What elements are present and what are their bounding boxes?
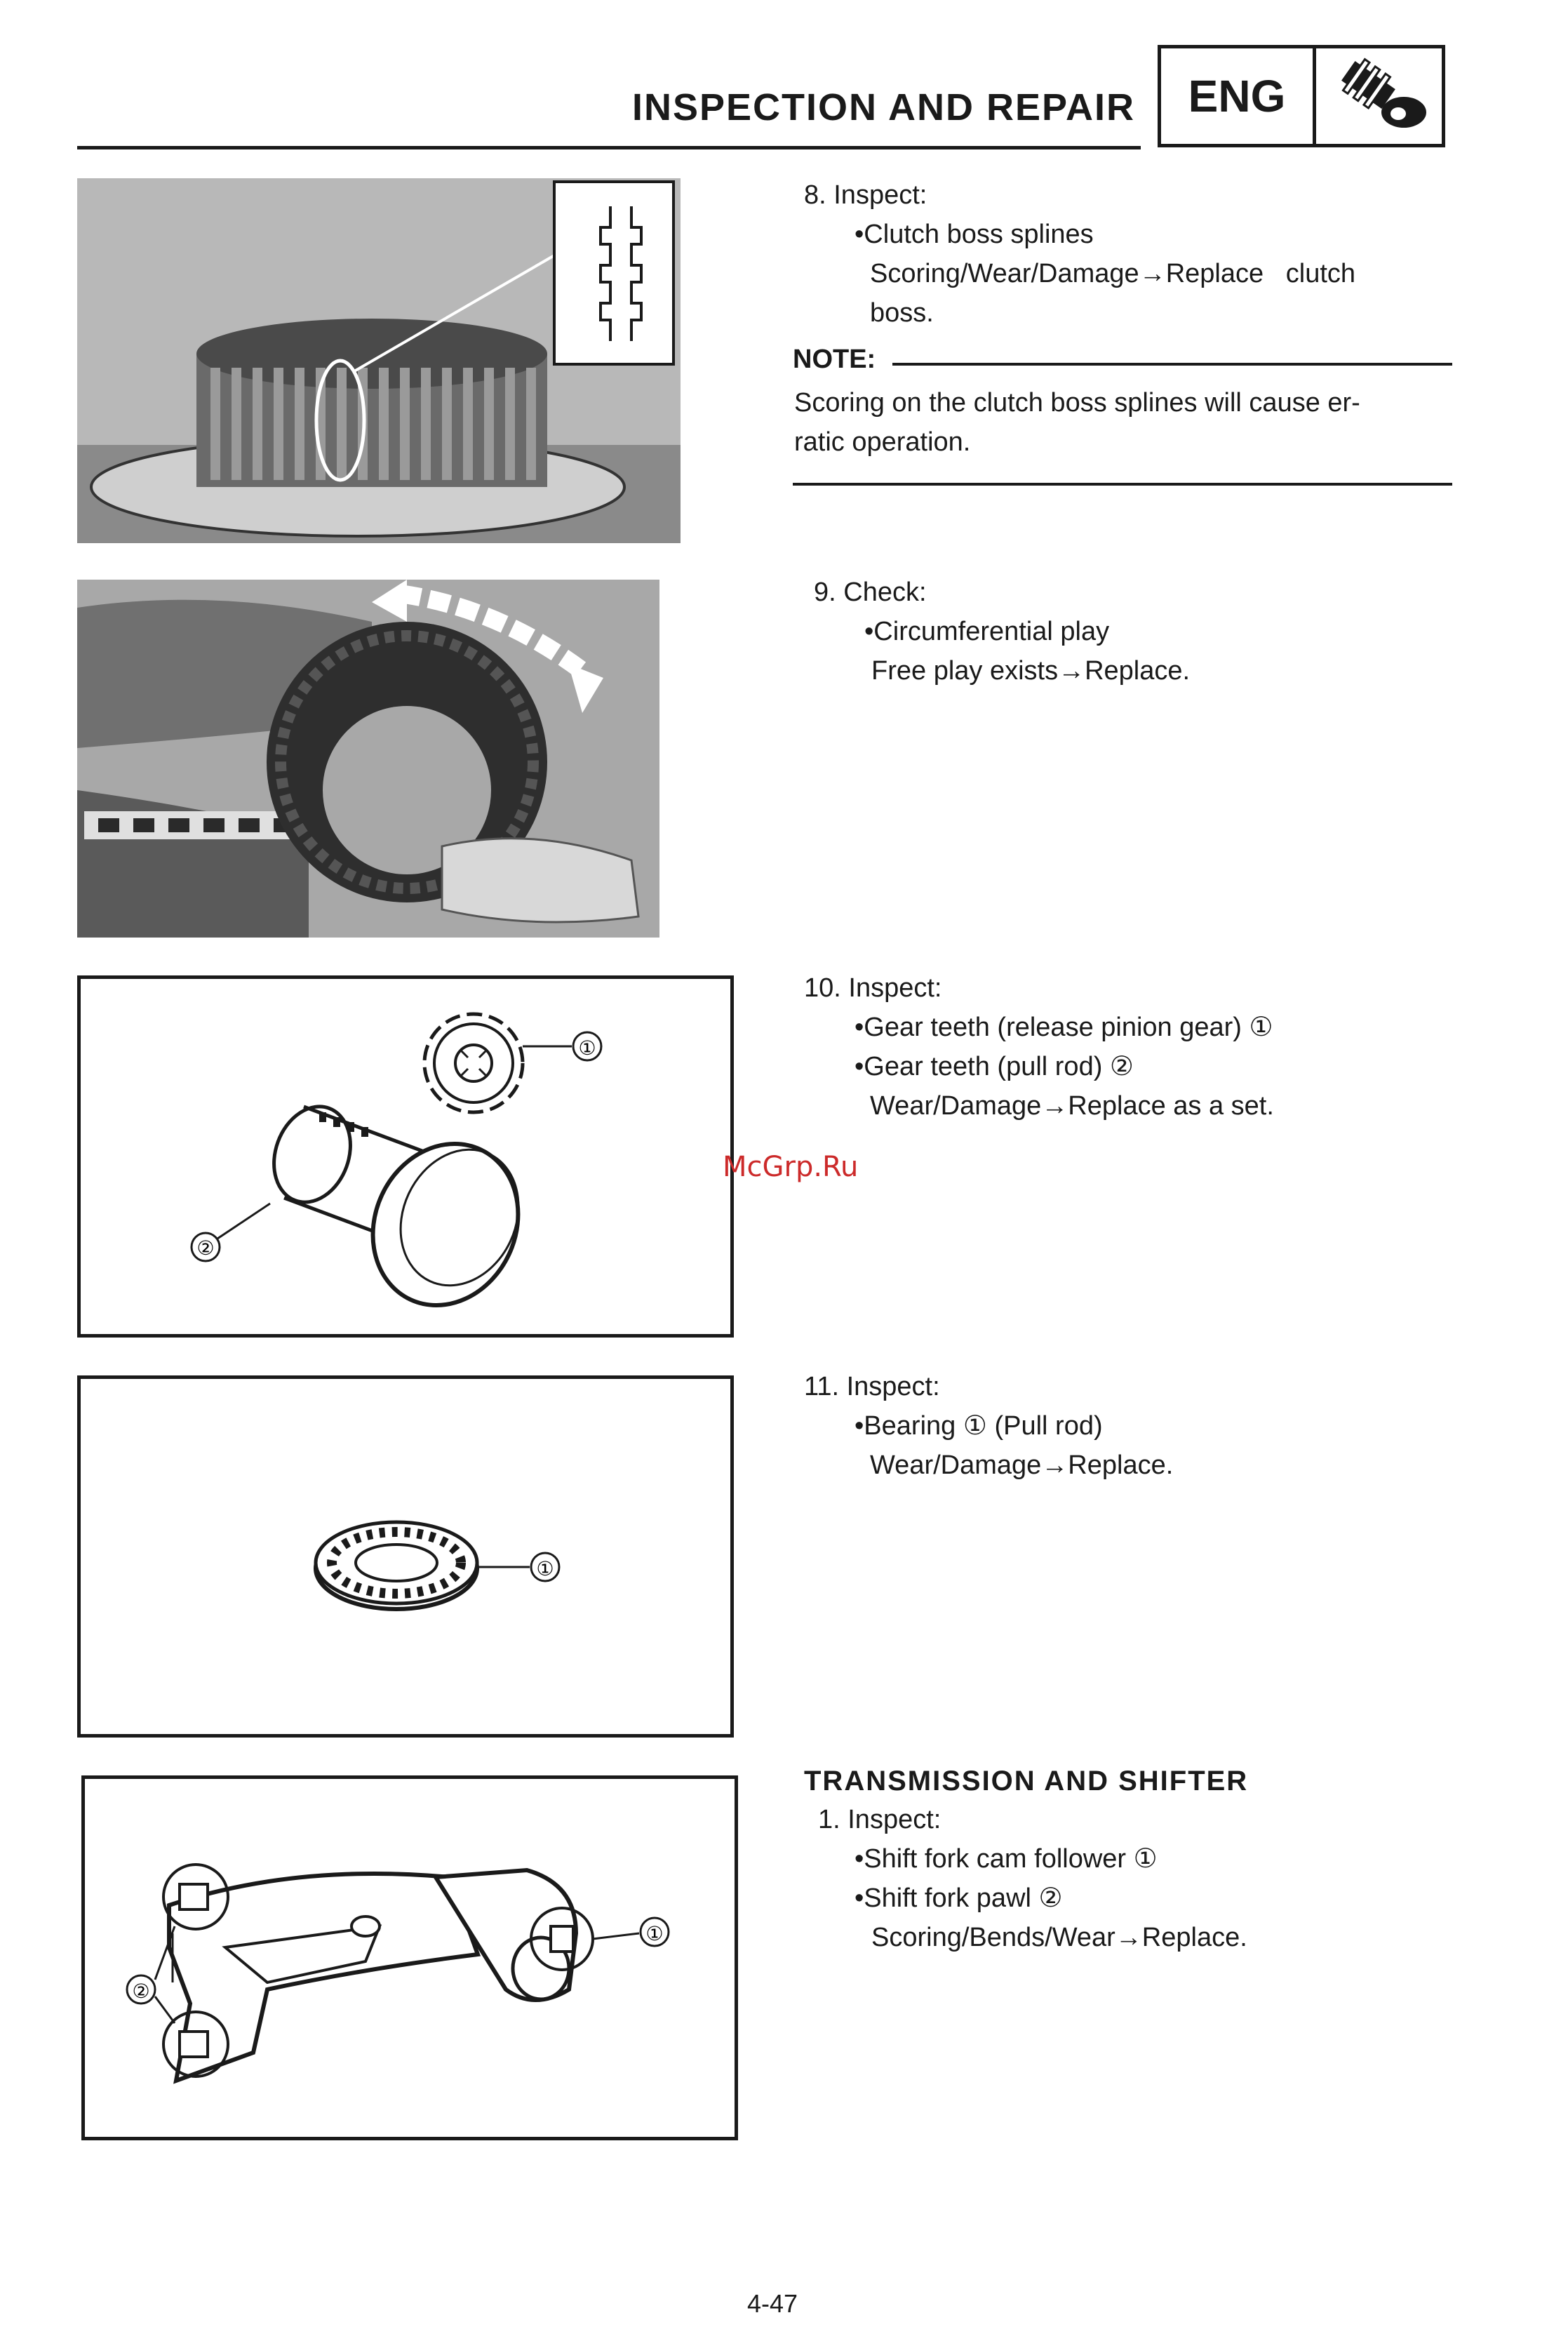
transmission-section [804, 1766, 1449, 1957]
circumferential-play-photo [77, 580, 659, 938]
step-11-action: Wear/Damage→Replace. [870, 1451, 1174, 1480]
cam-follower-callout-1: ① [645, 1922, 664, 1945]
step-11-title: 11. Inspect: [804, 1372, 940, 1401]
note-rule [892, 363, 1452, 366]
pullrod-callout-2: ② [196, 1236, 215, 1260]
step-10-action: Wear/Damage→Replace as a set. [870, 1091, 1274, 1121]
section-tab [1158, 45, 1445, 147]
step-9-action: Free play exists→Replace. [871, 656, 1191, 686]
note-line-2: ratic operation. [794, 427, 971, 457]
note-body [794, 383, 1454, 462]
step-8-action-2: boss. [870, 298, 934, 328]
pawl-callout-2: ② [132, 1980, 150, 2003]
step-10-item-2: •Gear teeth (pull rod) ② [855, 1052, 1134, 1081]
step-10-item-1: •Gear teeth (release pinion gear) ① [855, 1013, 1273, 1042]
step-11-item: •Bearing ① (Pull rod) [855, 1411, 1103, 1441]
bearing-callout-1: ① [536, 1557, 554, 1580]
transmission-item-1: •Shift fork cam follower ① [855, 1844, 1158, 1874]
transmission-step-title: 1. Inspect: [818, 1805, 942, 1834]
engine-icon [1316, 48, 1442, 144]
note-line-1: Scoring on the clutch boss splines will cause er- [794, 388, 1360, 418]
transmission-heading: TRANSMISSION AND SHIFTER [804, 1766, 1249, 1796]
pinion-pullrod-figure [77, 975, 734, 1338]
step-8-title: 8. Inspect: [804, 180, 927, 210]
shift-fork-figure [81, 1775, 738, 2140]
section-code: ENG [1161, 48, 1316, 144]
step-9 [814, 573, 1445, 691]
pinion-callout-1: ① [578, 1036, 596, 1060]
step-8-item: •Clutch boss splines [855, 220, 1094, 249]
transmission-item-2: •Shift fork pawl ② [855, 1883, 1063, 1913]
watermark: McGrp.Ru [723, 1151, 859, 1183]
header-rule [77, 146, 1141, 149]
step-9-title: 9. Check: [814, 578, 927, 607]
step-9-item: •Circumferential play [864, 617, 1110, 646]
step-10 [804, 968, 1449, 1126]
transmission-action: Scoring/Bends/Wear→Replace. [871, 1923, 1247, 1952]
step-8 [804, 175, 1449, 333]
page-number: 4-47 [747, 2289, 798, 2318]
note-bottom-rule [793, 483, 1452, 486]
note-label: NOTE: [793, 344, 876, 374]
note-header [793, 342, 1452, 376]
step-8-action-1: Scoring/Wear/Damage→Replace clutch [870, 259, 1356, 288]
bearing-figure [77, 1375, 734, 1738]
page-title: INSPECTION AND REPAIR [631, 86, 1135, 128]
clutch-boss-photo [77, 178, 681, 543]
step-10-title: 10. Inspect: [804, 973, 942, 1003]
step-11 [804, 1367, 1449, 1485]
